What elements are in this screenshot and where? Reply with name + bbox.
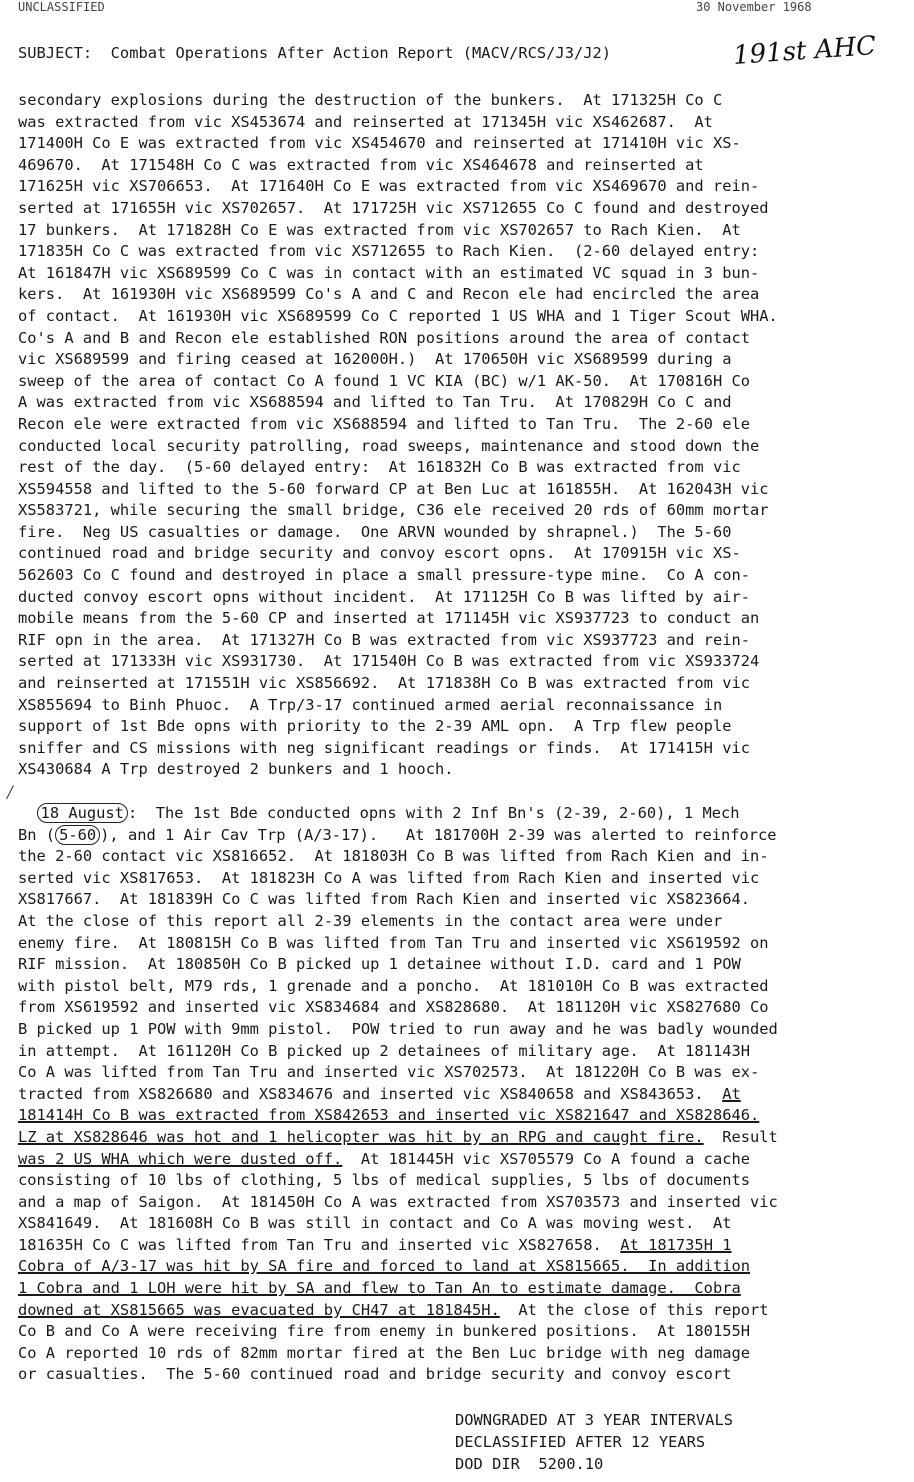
paragraph-17-august	[18, 90, 906, 781]
text-line: At the close of this report all 2-39 elements in the contact area were under	[18, 911, 723, 930]
text-line: RIF mission. At 180850H Co B picked up 1 detainee without I.D. card and 1 POW	[18, 955, 741, 974]
text-run: At 181445H vic XS705579 Co A found a cache	[342, 1149, 751, 1168]
text-line: XS430684 A Trp destroyed 2 bunkers and 1 hooch.	[18, 760, 454, 779]
text-line: enemy fire. At 180815H Co B was lifted from Tan Tru and inserted vic XS619592 on	[18, 933, 769, 952]
text-line: 171835H Co C was extracted from vic XS712655 to Rach Kien. (2-60 delayed entry:	[18, 242, 760, 261]
text-line: 171625H vic XS706653. At 171640H Co E was extracted from vic XS469670 and rein-	[18, 177, 760, 196]
text-line: ducted convoy escort opns without incident. At 171125H Co B was lifted by air-	[18, 587, 751, 606]
text-run: ), and 1 Air Cav Trp (A/3-17). At 181700H 2-39 was alerted to reinforce	[100, 825, 777, 844]
underlined-line: 181414H Co B was extracted from XS842653 and inserted vic XS821647 and XS828646.	[18, 1106, 760, 1125]
text-line	[18, 1127, 906, 1149]
text-line: continued road and bridge security and convoy escort opns. At 170915H vic XS-	[18, 544, 741, 563]
text-line: rest of the day. (5-60 delayed entry: At 161832H Co B was extracted from vic	[18, 458, 741, 477]
text-line: Co A reported 10 rds of 82mm mortar fired at the Ben Luc bridge with neg damage	[18, 1343, 751, 1362]
text-line: serted vic XS817653. At 181823H Co A was lifted from Rach Kien and inserted vic	[18, 868, 760, 887]
text-line: was extracted from vic XS453674 and reinserted at 171345H vic XS462687. At	[18, 112, 713, 131]
text-line: 17 bunkers. At 171828H Co E was extracted from vic XS702657 to Rach Kien. At	[18, 220, 741, 239]
stamp-line: DECLASSIFIED AFTER 12 YEARS	[455, 1433, 706, 1451]
subject-line: SUBJECT: Combat Operations After Action Report (MACV/RCS/J3/J2)	[18, 44, 612, 62]
underlined-line: Cobra of A/3-17 was hit by SA fire and forced to land at XS815665. In addition	[18, 1257, 751, 1276]
text-block	[18, 846, 906, 1084]
text-line: XS583721, while securing the small bridge, C36 ele received 20 rds of 60mm mortar	[18, 501, 769, 520]
text-line: 562603 Co C found and destroyed in place a small pressure-type mine. Co A con-	[18, 566, 751, 585]
text-line: secondary explosions during the destruction of the bunkers. At 171325H Co C	[18, 91, 723, 109]
underlined-text: was 2 US WHA which were dusted off.	[18, 1149, 343, 1168]
text-line: vic XS689599 and firing ceased at 162000H.) At 170650H vic XS689599 during a	[18, 350, 732, 369]
report-body	[18, 90, 906, 1386]
text-run: 181635H Co C was lifted from Tan Tru and inserted vic XS827658.	[18, 1235, 621, 1254]
text-run: Bn (	[18, 825, 56, 844]
text-line	[18, 825, 906, 847]
date-heading: 18 August	[37, 803, 128, 823]
text-run: Result	[703, 1127, 778, 1146]
underlined-text: At 181735H 1	[620, 1235, 732, 1254]
text-line: At 161847H vic XS689599 Co C was in contact with an estimated VC squad in 3 bun-	[18, 263, 760, 282]
text-line: Recon ele were extracted from vic XS688594 and lifted to Tan Tru. The 2-60 ele	[18, 414, 751, 433]
text-line: sweep of the area of contact Co A found 1 VC KIA (BC) w/1 AK-50. At 170816H Co	[18, 371, 751, 390]
text-run: tracted from XS826680 and XS834676 and inserted vic XS840658 and XS843653.	[18, 1084, 723, 1103]
text-line: consisting of 10 lbs of clothing, 5 lbs of medical supplies, 5 lbs of documents	[18, 1171, 751, 1190]
classification-marking: UNCLASSIFIED	[18, 0, 105, 14]
text-block	[18, 1321, 906, 1386]
handwritten-note: 191st AHC	[732, 31, 877, 71]
circled-unit: 5-60	[55, 825, 100, 845]
text-line: in attempt. At 161120H Co B picked up 2 detainees of military age. At 181143H	[18, 1041, 751, 1060]
text-line: XS594558 and lifted to the 5-60 forward CP at Ben Luc at 161855H. At 162043H vic	[18, 479, 769, 498]
text-line: serted at 171333H vic XS931730. At 171540H Co B was extracted from vic XS933724	[18, 652, 760, 671]
text-line: of contact. At 161930H vic XS689599 Co C reported 1 US WHA and 1 Tiger Scout WHA.	[18, 306, 778, 325]
text-line: Co B and Co A were receiving fire from enemy in bunkered positions. At 180155H	[18, 1322, 751, 1341]
text-line: XS817667. At 181839H Co C was lifted from Rach Kien and inserted vic XS823664.	[18, 890, 751, 909]
text-line: Co's A and B and Recon ele established RON positions around the area of contact	[18, 328, 751, 347]
text-line: XS855694 to Binh Phuoc. A Trp/3-17 continued armed aerial reconnaissance in	[18, 695, 723, 714]
text-run: At the close of this report	[499, 1300, 769, 1319]
stamp-line: DOWNGRADED AT 3 YEAR INTERVALS	[455, 1411, 733, 1429]
text-line: A was extracted from vic XS688594 and lifted to Tan Tru. At 170829H Co C and	[18, 393, 732, 412]
paragraph-gap	[18, 781, 906, 803]
text-line: mobile means from the 5-60 CP and inserted at 171145H vic XS937723 to conduct an	[18, 609, 760, 628]
underlined-text: LZ at XS828646 was hot and 1 helicopter was hit by an RPG and caught fire.	[18, 1127, 704, 1146]
text-line: conducted local security patrolling, road sweeps, maintenance and stood down the	[18, 436, 760, 455]
text-line: 469670. At 171548H Co C was extracted from vic XS464678 and reinserted at	[18, 155, 704, 174]
text-line: Co A was lifted from Tan Tru and inserted vic XS702573. At 181220H Co B was ex-	[18, 1063, 760, 1082]
text-run: : The 1st Bde conducted opns with 2 Inf Bn's (2-39, 2-60), 1 Mech	[127, 804, 740, 822]
text-line: support of 1st Bde opns with priority to the 2-39 AML opn. A Trp flew people	[18, 717, 732, 736]
text-line: from XS619592 and inserted vic XS834684 and XS828680. At 181120H vic XS827680 Co	[18, 998, 769, 1017]
text-line: 171400H Co E was extracted from vic XS454670 and reinserted at 171410H vic XS-	[18, 134, 741, 153]
text-line	[18, 1149, 906, 1171]
text-line	[18, 1300, 906, 1322]
text-line: kers. At 161930H vic XS689599 Co's A and C and Recon ele had encircled the area	[18, 285, 760, 304]
text-line	[18, 1084, 906, 1106]
text-line: fire. Neg US casualties or damage. One ARVN wounded by shrapnel.) The 5-60	[18, 522, 732, 541]
text-line: RIF opn in the area. At 171327H Co B was extracted from vic XS937723 and rein-	[18, 630, 751, 649]
underlined-line: 1 Cobra and 1 LOH were hit by SA and flew to Tan An to estimate damage. Cobra	[18, 1279, 741, 1298]
text-line	[18, 1235, 906, 1257]
page-header	[18, 0, 898, 18]
margin-tick-icon: ⁄	[4, 780, 17, 804]
paragraph-18-august	[18, 803, 906, 1386]
underlined-text: At	[722, 1084, 741, 1103]
declassification-stamp	[455, 1409, 895, 1475]
text-line: serted at 171655H vic XS702657. At 171725H vic XS712655 Co C found and destroyed	[18, 198, 769, 217]
text-line: with pistol belt, M79 rds, 1 grenade and a poncho. At 181010H Co B was extracted	[18, 976, 769, 995]
underlined-text: downed at XS815665 was evacuated by CH47 at 181845H.	[18, 1300, 500, 1319]
paragraph-first-line	[18, 803, 906, 825]
text-line: XS841649. At 181608H Co B was still in contact and Co A was moving west. At	[18, 1214, 732, 1233]
report-date: 30 November 1968	[696, 0, 812, 14]
text-line: sniffer and CS missions with neg significant readings or finds. At 171415H vic	[18, 738, 751, 757]
stamp-line: DOD DIR 5200.10	[455, 1455, 604, 1473]
text-line: and reinserted at 171551H vic XS856692. At 171838H Co B was extracted from vic	[18, 674, 751, 693]
text-block	[18, 1170, 906, 1235]
text-line: B picked up 1 POW with 9mm pistol. POW tried to run away and he was badly wounded	[18, 1019, 778, 1038]
text-line: and a map of Saigon. At 181450H Co A was extracted from XS703573 and inserted vic	[18, 1192, 778, 1211]
text-line: or casualties. The 5-60 continued road and bridge security and convoy escort	[18, 1365, 732, 1384]
text-line: the 2-60 contact vic XS816652. At 181803H Co B was lifted from Rach Kien and in-	[18, 847, 769, 866]
